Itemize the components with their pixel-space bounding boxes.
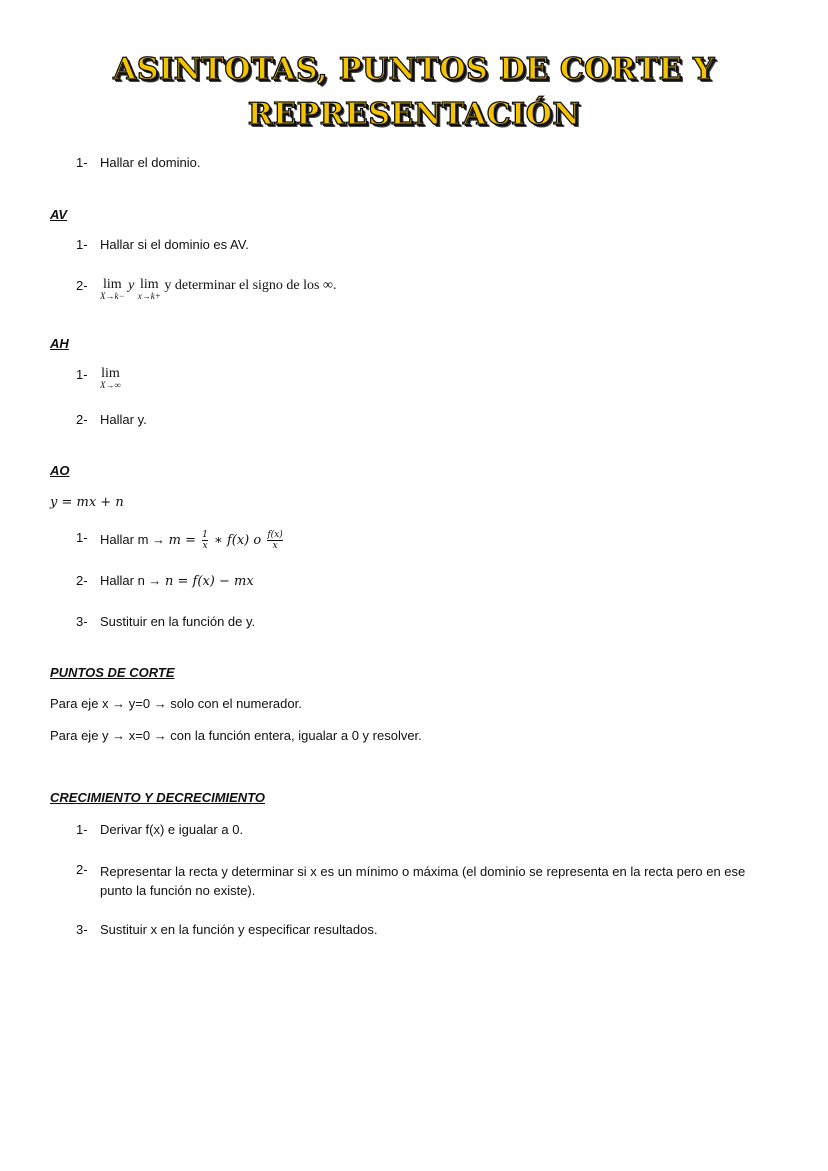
- ao-formula: y = mx + n: [50, 495, 124, 510]
- conjunction: y: [128, 278, 135, 293]
- limit-expression: lim X→∞: [100, 366, 121, 390]
- item-text: Hallar m → m = $\frac{1}{x}$ ∗ f(x) o $\frac{f(x)}{x}$: [100, 530, 283, 551]
- heading-crecimiento: CRECIMIENTO Y DECRECIMIENTO: [50, 790, 266, 805]
- item-text-tail: y determinar el signo de los ∞.: [164, 278, 337, 293]
- item-number: 1-: [76, 237, 88, 252]
- cortes-line-1: Para eje x → y=0 → solo con el numerador.: [50, 696, 302, 711]
- item-text: Hallar y.: [100, 412, 147, 427]
- item-text: Hallar si el dominio es AV.: [100, 237, 249, 252]
- heading-puntos-de-corte: PUNTOS DE CORTE: [50, 665, 175, 680]
- item-number: 2-: [76, 412, 88, 427]
- page-title-line2: REPRESENTACIÓN: [247, 97, 581, 132]
- page-title-line1: ASINTOTAS, PUNTOS DE CORTE Y: [113, 52, 715, 87]
- item-text: Hallar n → n = f(x) − mx: [100, 573, 254, 589]
- item-text: [100, 278, 336, 301]
- heading-ao: AO: [50, 463, 70, 478]
- item-number: 1-: [76, 530, 88, 545]
- item-number: 2-: [76, 278, 88, 293]
- heading-av: AV: [50, 207, 68, 222]
- item-number: 2-: [76, 862, 88, 877]
- item-text: Derivar f(x) e igualar a 0.: [100, 822, 244, 837]
- heading-ah: AH: [50, 336, 69, 351]
- item-number: 3-: [76, 922, 88, 937]
- item-number: 1-: [76, 367, 88, 382]
- limit-expression: lim x→k+: [137, 277, 161, 301]
- item-number: 2-: [76, 573, 88, 588]
- item-number: 3-: [76, 614, 88, 629]
- cortes-line-2: Para eje y → x=0 → con la función entera, igualar a 0 y resolver.: [50, 728, 422, 743]
- item-text: Hallar el dominio.: [100, 155, 201, 170]
- item-text: Sustituir x en la función y especificar resultados.: [100, 922, 378, 937]
- item-number: 1-: [76, 822, 88, 837]
- item-number: 1-: [76, 155, 88, 170]
- limit-expression: lim X→k−: [100, 277, 125, 301]
- item-text: Sustituir en la función de y.: [100, 614, 256, 629]
- item-text: Representar la recta y determinar si x es un mínimo o máxima (el dominio se representa en la recta pero en ese punto la función no existe).: [100, 864, 746, 898]
